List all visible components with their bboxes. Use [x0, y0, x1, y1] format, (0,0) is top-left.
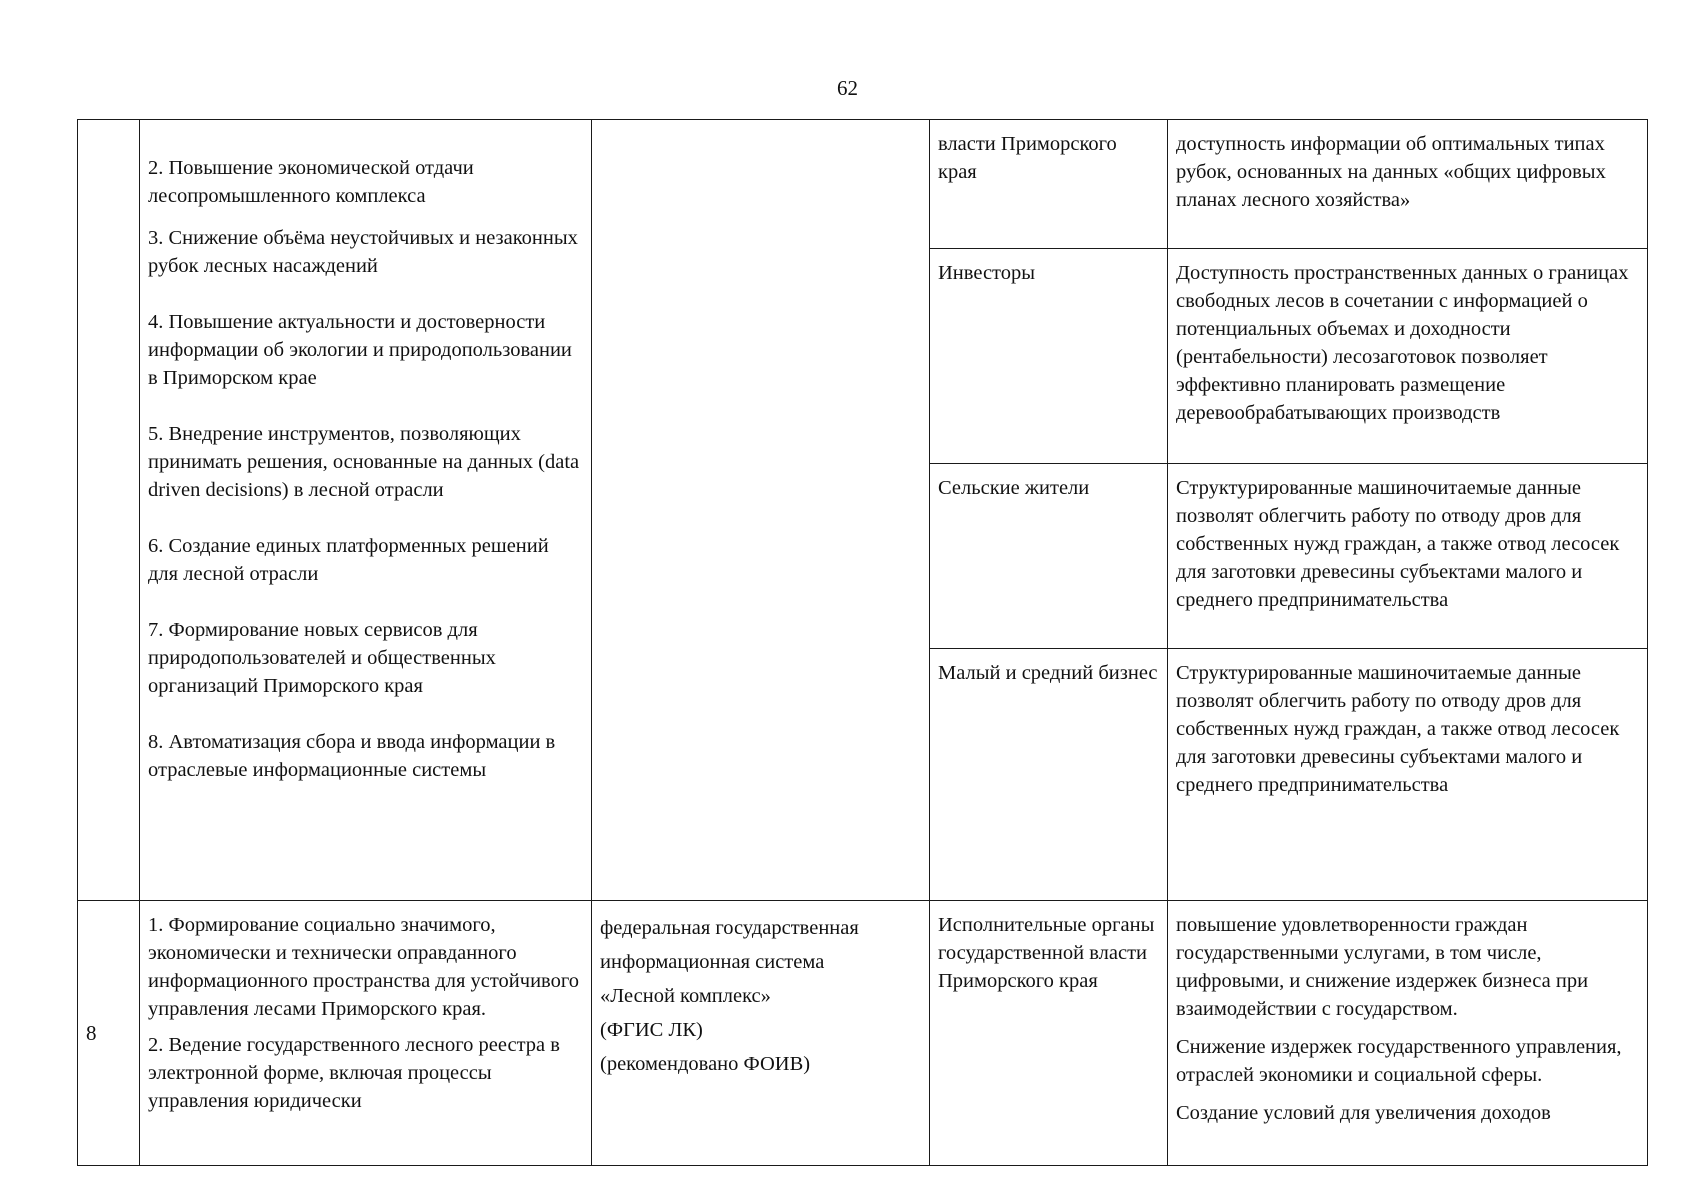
stakeholder-cell: Сельские жители	[930, 464, 1168, 649]
table-row	[78, 120, 1648, 249]
stakeholder-cell: Инвесторы	[930, 249, 1168, 464]
system-cell-empty	[592, 120, 930, 901]
goal-item: 6. Создание единых платформенных решений для лесной отрасли	[148, 535, 549, 585]
goal-item: 2. Повышение экономической отдачи лесопромышленного комплекса	[148, 157, 474, 207]
effect-item: Создание условий для увеличения доходов	[1176, 1102, 1551, 1124]
row-number: 8	[78, 901, 140, 1166]
effect-cell: Структурированные машиночитаемые данные позволят облегчить работу по отводу дров для собственных нужд граждан, а также отвод лесосек для заготовки древесины субъектами малого и среднего предпринимательства	[1168, 464, 1648, 649]
goal-item: 4. Повышение актуальности и достоверности информации об экологии и природопользовании в Приморском крае	[148, 311, 572, 389]
system-line: (рекомендовано ФОИВ)	[600, 1053, 811, 1075]
effect-cell: Доступность пространственных данных о границах свободных лесов в сочетании с информацией о потенциальных объемах и доходности (рентабельности) лесозаготовок позволяет эффективно планировать размещение деревообрабатывающих производств	[1168, 249, 1648, 464]
system-line: федеральная государственная	[600, 917, 859, 939]
effect-item: Снижение издержек государственного управления, отраслей экономики и социальной сферы.	[1176, 1036, 1622, 1086]
table-row	[78, 901, 1648, 1166]
effect-cell: Структурированные машиночитаемые данные позволят облегчить работу по отводу дров для собственных нужд граждан, а также отвод лесосек для заготовки древесины субъектами малого и среднего предпринимательства	[1168, 649, 1648, 901]
stakeholder-cell: Малый и средний бизнес	[930, 649, 1168, 901]
number-cell-empty	[78, 120, 140, 901]
goals-cell	[140, 120, 592, 901]
goal-item: 3. Снижение объёма неустойчивых и незаконных рубок лесных насаждений	[148, 227, 578, 277]
effect-cell	[1168, 901, 1648, 1166]
stakeholder-cell: власти Приморского края	[930, 120, 1168, 249]
system-line: информационная система	[600, 951, 825, 973]
measures-table	[77, 119, 1648, 1166]
goal-item: 7. Формирование новых сервисов для природопользователей и общественных организаций Приморского края	[148, 619, 496, 697]
goal-item: 2. Ведение государственного лесного реестра в электронной форме, включая процессы управления юридически	[148, 1034, 560, 1112]
goals-cell	[140, 901, 592, 1166]
stakeholder-cell: Исполнительные органы государственной власти Приморского края	[930, 901, 1168, 1166]
system-cell	[592, 901, 930, 1166]
goal-item: 1. Формирование социально значимого, экономически и технически оправданного информационного пространства для устойчивого управления лесами Приморского края.	[148, 914, 579, 1020]
effect-item: повышение удовлетворенности граждан государственными услугами, в том числе, цифровыми, и снижение издержек бизнеса при взаимодействии с государством.	[1176, 914, 1589, 1020]
effect-cell: доступность информации об оптимальных типах рубок, основанных на данных «общих цифровых планах лесного хозяйства»	[1168, 120, 1648, 249]
goal-item: 5. Внедрение инструментов, позволяющих принимать решения, основанные на данных (data driven decisions) в лесной отрасли	[148, 423, 580, 501]
system-line: (ФГИС ЛК)	[600, 1019, 703, 1041]
goal-item: 8. Автоматизация сбора и ввода информации в отраслевые информационные системы	[148, 731, 556, 781]
page-number: 62	[837, 76, 858, 100]
system-line: «Лесной комплекс»	[600, 985, 771, 1007]
